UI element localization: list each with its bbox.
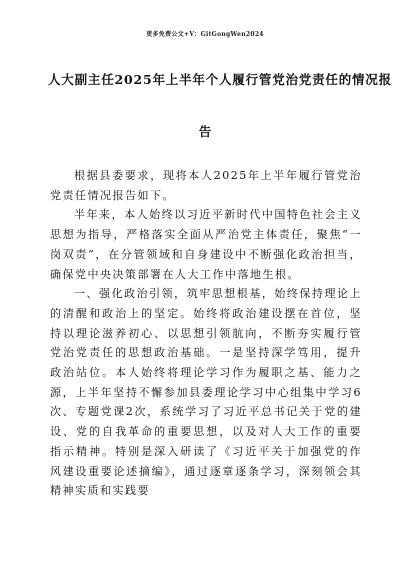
document-title: 人大副主任2025年上半年个人履行管党治党责任的情况报 [48,72,392,87]
document-body [50,166,362,501]
paragraph-overview: 半年来，本人始终以习近平新时代中国特色社会主义思想为指导，严格落实全面从严治党主体责任，聚焦“一岗双责”，在分管领域和自身建设中不断强化政治担当，确保党中央决策部署在人大工作中落地生根。 [50,208,362,281]
paragraph-intro: 根据县委要求，现将本人2025年上半年履行管党治党责任情况报告如下。 [50,169,362,202]
paragraph-section-one: 一、强化政治引领，筑牢思想根基，始终保持理论上的清醒和政治上的坚定。始终将政治建设摆在首位，坚持以理论滋养初心、以思想引领航向，不断夯实履行管党治党责任的思想政治基础。一是坚持深学笃用，提升政治站位。本人始终将理论学习作为履职之基、能力之源，上半年坚持不懈参加县委理论学习中心组集中学习6次、专题党课2次，系统学习了习近平总书记关于党的建设、党的自我革命的重要思想，以及对人大工作的重要指示精神。特别是深入研读了《习近平关于加强党的作风建设重要论述摘编》，通过逐章逐条学习，深刻领会其精神实质和实践要 [50,287,362,498]
document-title-continuation: 告 [198,124,212,139]
watermark-header: 更多免费公文+V：GitGongWen2024 [146,31,264,38]
